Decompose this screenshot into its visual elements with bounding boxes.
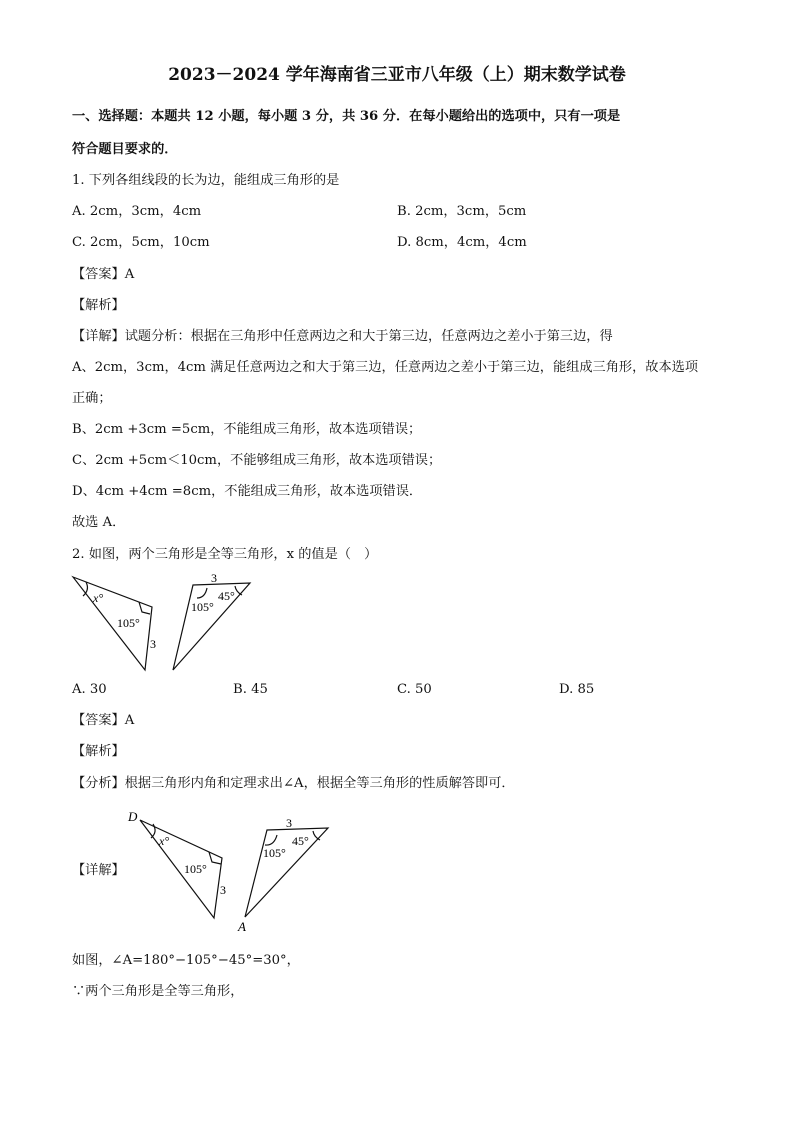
q2-option-c: C. 50 (397, 682, 432, 697)
q1-choose: 故选 A． (72, 515, 126, 530)
label-A: A (238, 919, 246, 934)
label-3-right: 3 (211, 571, 217, 585)
solution-left-triangle (140, 820, 222, 918)
label-D: D (128, 809, 138, 824)
q2-option-d: D. 85 (559, 682, 595, 697)
label-105-left: 105° (117, 616, 140, 630)
q1-explain-b: B、2cm +3cm =5cm，不能组成三角形，故本选项错误； (72, 422, 422, 437)
solution-angle-105-arc (265, 835, 277, 845)
q1-analysis-label: 【解析】 (72, 298, 125, 313)
solution-right-triangle (245, 828, 328, 917)
q1-explain-a-line1: A、2cm，3cm，4cm 满足任意两边之和大于第三边，任意两边之差小于第三边，能组成三角形，故本选项 (72, 360, 699, 375)
q1-option-a: A. 2cm，3cm，4cm (72, 204, 202, 219)
q2-because: ∵两个三角形是全等三角形， (72, 984, 244, 999)
q1-option-c: C. 2cm，5cm，10cm (72, 235, 210, 250)
q1-option-d: D. 8cm，4cm，4cm (397, 235, 527, 250)
q2-detail-label: 【详解】 (72, 863, 125, 878)
solution-label-105-left: 105° (184, 862, 207, 876)
q2-stem: 2. 如图，两个三角形是全等三角形，x 的值是（ ） (72, 547, 378, 562)
q1-explain-c: C、2cm +5cm＜10cm，不能够组成三角形，故本选项错误； (72, 453, 442, 468)
q1-option-b: B. 2cm，3cm，5cm (397, 204, 527, 219)
q1-detail: 【详解】试题分析：根据在三角形中任意两边之和大于第三边，任意两边之差小于第三边，得 (72, 329, 613, 344)
label-x: x° (93, 591, 104, 605)
q1-stem: 1. 下列各组线段的长为边，能组成三角形的是 (72, 173, 340, 188)
solution-label-x: x° (159, 834, 170, 848)
q2-fenxi: 【分析】根据三角形内角和定理求出∠A，根据全等三角形的性质解答即可． (72, 776, 515, 791)
solution-label-3-left: 3 (220, 883, 226, 897)
q2-option-a: A. 30 (72, 682, 107, 697)
solution-label-3-right: 3 (286, 816, 292, 830)
solution-angle-105-mark (209, 852, 221, 864)
q2-calc: 如图，∠A=180°−105°−45°=30°， (72, 953, 300, 968)
q2-triangles-figure (60, 568, 270, 676)
page-title: 2023－2024 学年海南省三亚市八年级（上）期末数学试卷 (168, 65, 626, 85)
right-triangle (173, 583, 250, 670)
section-heading-line1: 一、选择题：本题共 12 小题，每小题 3 分，共 36 分．在每小题给出的选项中，只有一项是 (72, 109, 621, 124)
label-45-right: 45° (218, 589, 235, 603)
q1-explain-a-line2: 正确； (72, 391, 112, 406)
angle-105-arc (197, 588, 207, 598)
q2-analysis-label: 【解析】 (72, 744, 125, 759)
label-3-left: 3 (150, 637, 156, 651)
q2-answer: 【答案】A (72, 713, 135, 728)
q1-explain-d: D、4cm +4cm =8cm，不能组成三角形，故本选项错误． (72, 484, 423, 499)
section-heading-line2: 符合题目要求的． (72, 142, 178, 157)
q2-option-b: B. 45 (233, 682, 268, 697)
label-105-right: 105° (191, 600, 214, 614)
q2-solution-figure (120, 800, 340, 936)
q1-answer: 【答案】A (72, 267, 135, 282)
solution-label-105-right: 105° (263, 846, 286, 860)
solution-angle-45-arc (313, 831, 320, 840)
solution-label-45-right: 45° (292, 834, 309, 848)
left-triangle (73, 577, 152, 670)
